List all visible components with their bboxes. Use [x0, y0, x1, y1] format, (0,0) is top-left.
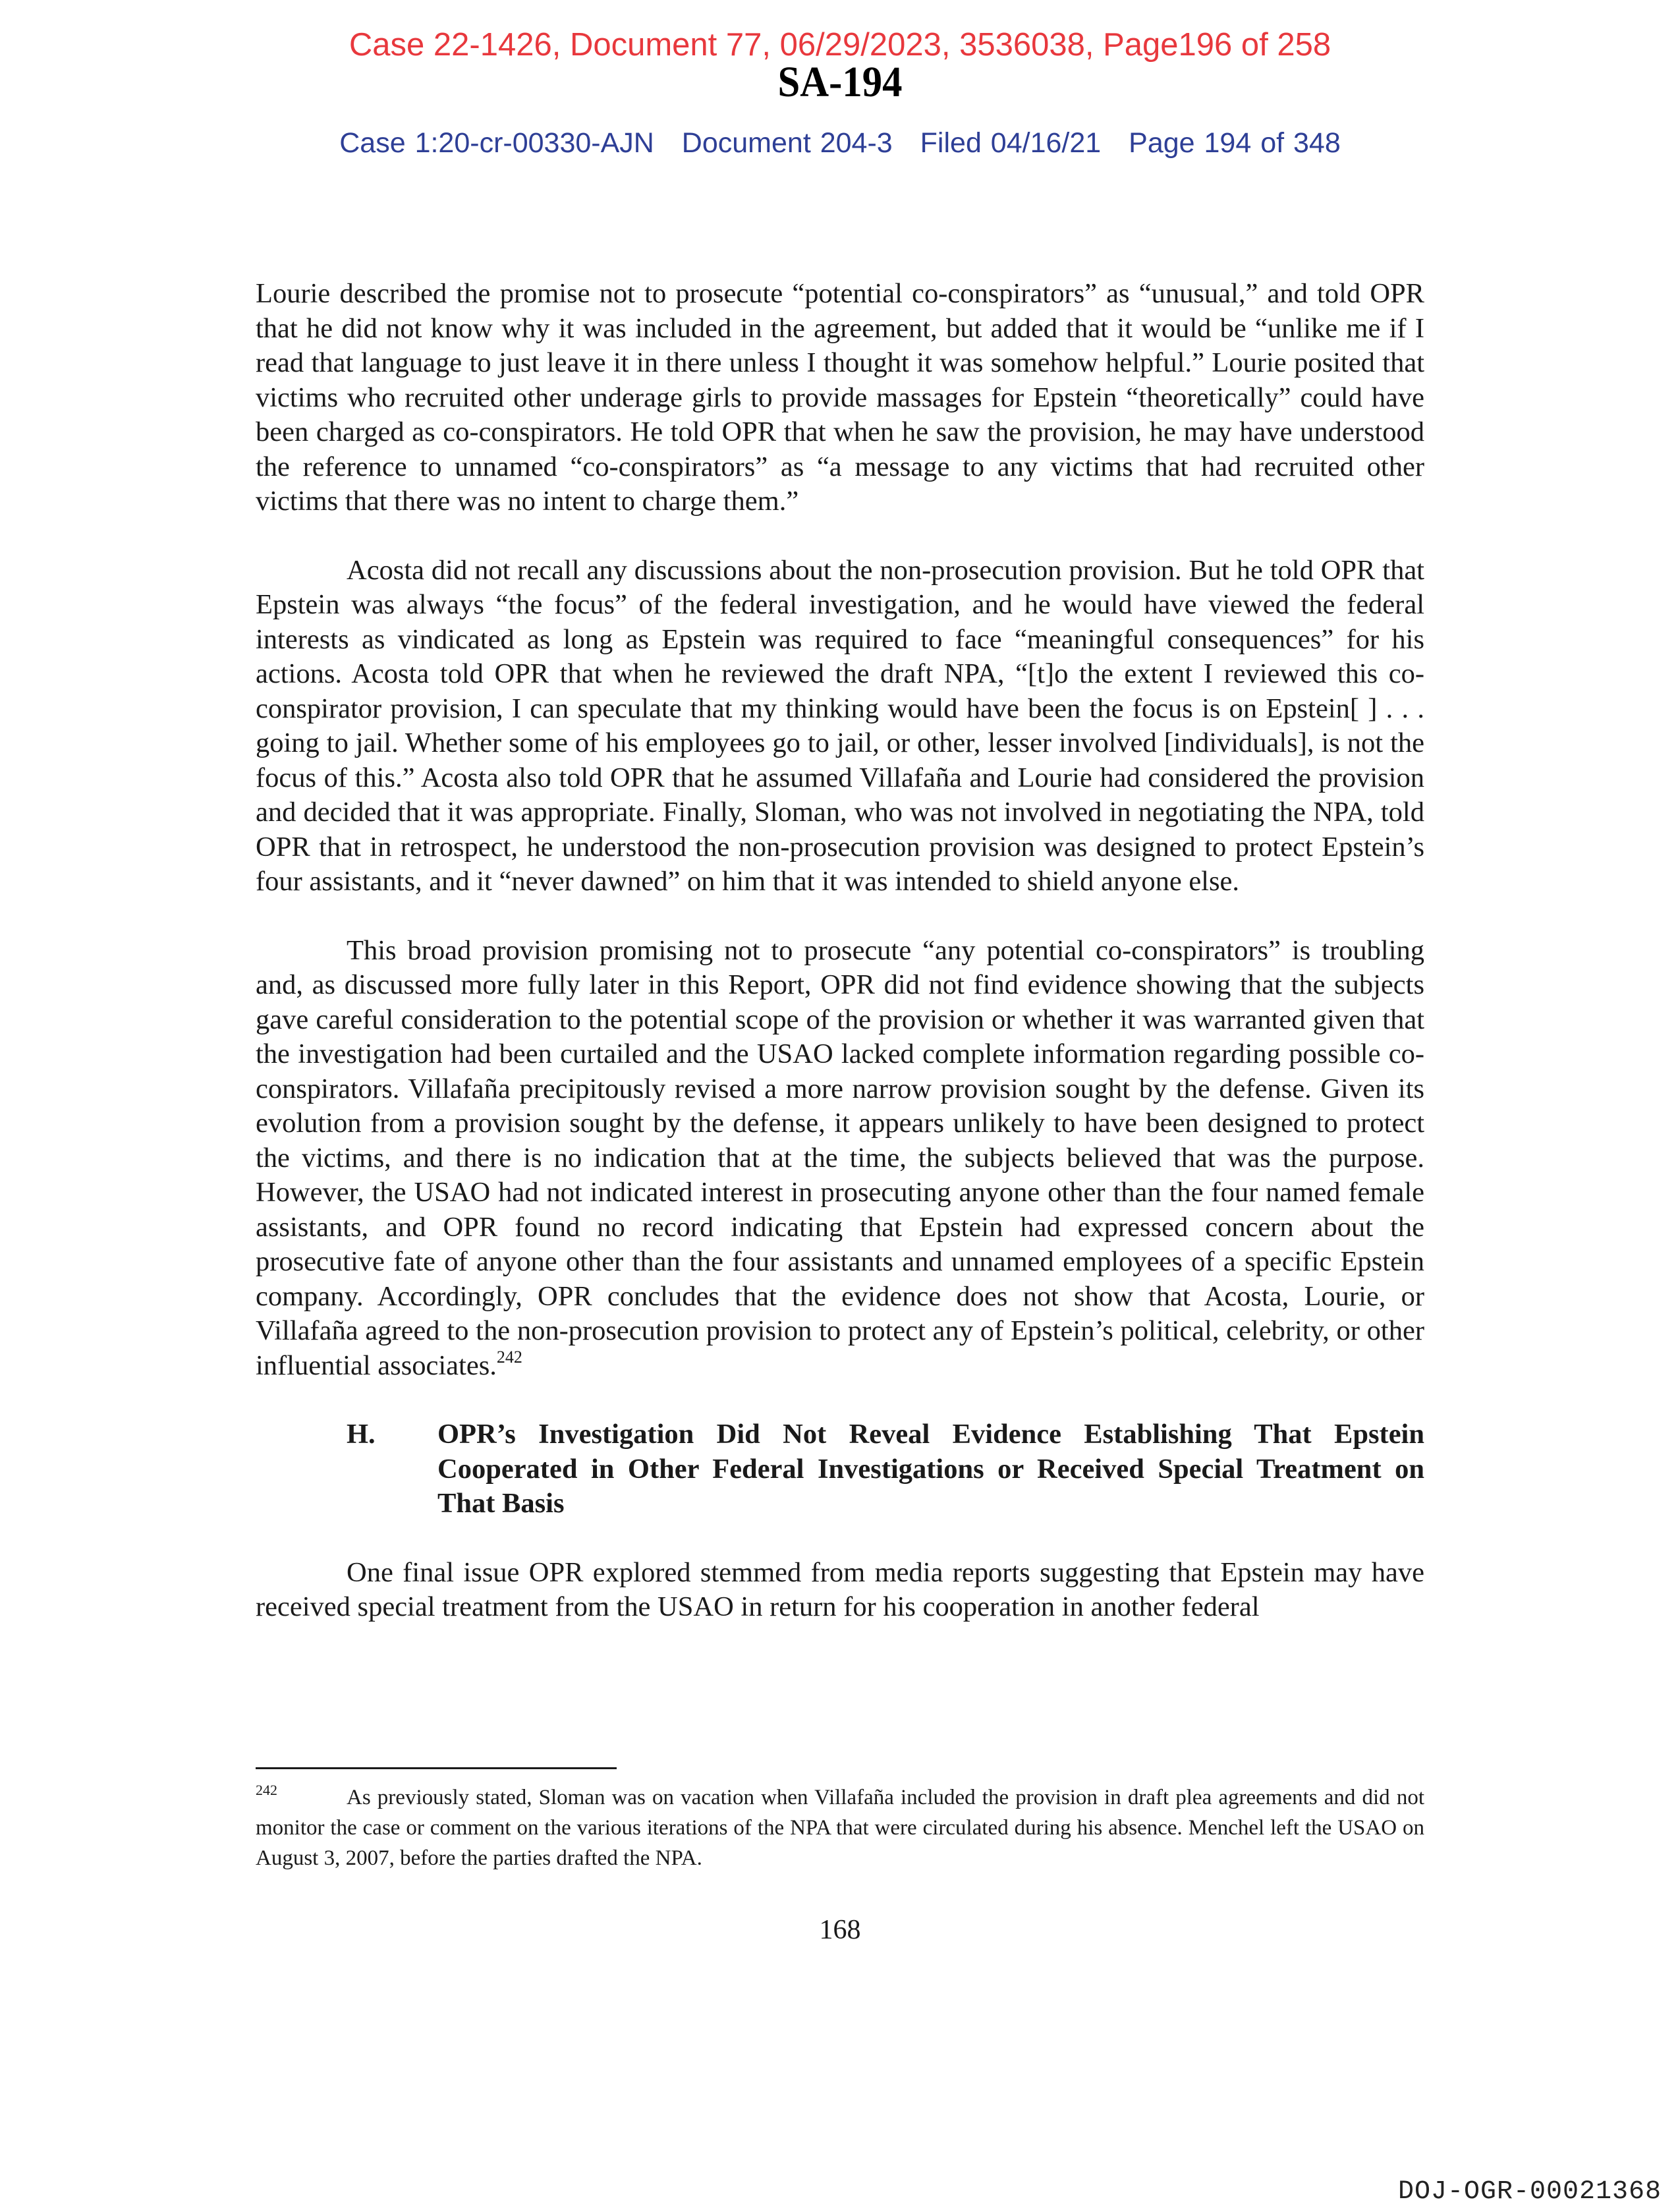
paragraph-final: One final issue OPR explored stemmed from media reports suggesting that Epstein may have received special treatment from the USAO in return for his cooperation in another federal — [256, 1556, 1424, 1622]
appendix-page-number: SA-194 — [777, 58, 903, 106]
district-case-stamp — [0, 129, 1680, 157]
document-body — [256, 277, 1424, 1659]
appellate-case-stamp: Case 22-1426, Document 77, 06/29/2023, 3536038, Page196 of 258 — [349, 27, 1331, 63]
paragraph-acosta: Acosta did not recall any discussions about the non-prosecution provision. But he told OPR that Epstein was always “the focus” of the federal investigation, and he would have viewed the federal interests as vindicated as long as Epstein was required to face “meaningful consequences” for his actions. Acosta told OPR that when he reviewed the draft NPA, “[t]o the extent I reviewed this co-conspirator provision, I can speculate that my thinking would have been the focus is on Epstein[ ] . . . going to jail. Whether some of his employees go to jail, or other, lesser involved [individuals], is not the focus of this.” Acosta also told OPR that he assumed Villafaña and Lourie had considered the provision and decided that it was appropriate. Finally, Sloman, who was not involved in negotiating the NPA, told OPR that in retrospect, he understood the non-prosecution provision was designed to protect Epstein’s four assistants, and it “never dawned” on him that it was intended to shield anyone else. — [256, 554, 1424, 897]
paragraph-conclusion-text: This broad provision promising not to prosecute “any potential co-conspirators” is troubling and, as discussed more fully later in this Report, OPR did not find evidence showing that the subjects gave careful consideration to the potential scope of the provision or whether it was warranted given that the investigation had been curtailed and the USAO lacked complete information regarding possible co-conspirators. Villafaña precipitously revised a more narrow provision sought by the defense. Given its evolution from a provision sought by the defense, it appears unlikely to have been designed to protect the victims, and there is no indication that at the time, the subjects believed that was the purpose. However, the USAO had not indicated interest in prosecuting anyone other than the four named female assistants, and OPR found no record indicating that Epstein had expressed concern about the prosecutive fate of anyone other than the four assistants and unnamed employees of a specific Epstein company. Accordingly, OPR concludes that the evidence does not show that Acosta, Lourie, or Villafaña agreed to the non-prosecution provision to protect any of Epstein’s political, celebrity, or other influential associates. — [256, 934, 1424, 1381]
footnote-divider — [256, 1767, 617, 1769]
paragraph-lourie: Lourie described the promise not to prosecute “potential co-conspirators” as “unusual,” and told OPR that he did not know why it was included in the agreement, but added that it would be “unlike me if I read that language to just leave it in there unless I thought it was somehow helpful.” Lourie posited that victims who recruited other underage girls to provide massages for Epstein “theoretically” could have been charged as co-conspirators. He told OPR that when he saw the provision, he may have understood the reference to unnamed “co-conspirators” as “a message to any victims that had recruited other victims that there was no intent to charge them.” — [256, 278, 1424, 517]
section-heading — [256, 1417, 1424, 1521]
bates-number: DOJ-OGR-00021368 — [1397, 2177, 1662, 2207]
section-title: OPR’s Investigation Did Not Reveal Evidence Establishing That Epstein Cooperated in Other Federal Investigations or Received Special Treatment on That Basis — [437, 1419, 1424, 1519]
footnote-text: As previously stated, Sloman was on vacation when Villafaña included the provision in draft plea agreements and did not monitor the case or comment on the various iterations of the NPA that were circulated during his absence. Menchel left the USAO on August 3, 2007, before the parties drafted the NPA. — [256, 1786, 1424, 1870]
footnote: 242 As previously stated, Sloman was on vacation when Villafaña included the provision in draft plea agreements and did not monitor the case or comment on the various iterations of the NPA that were circulated during his absence. Menchel left the USAO on August 3, 2007, before the parties drafted the NPA. — [256, 1782, 1424, 1870]
district-document-number: Document 204-3 — [681, 127, 893, 159]
section-letter: H. — [347, 1419, 376, 1450]
district-filed-date: Filed 04/16/21 — [920, 127, 1102, 159]
footnote-reference[interactable]: 242 — [496, 1347, 522, 1367]
district-case-number: Case 1:20-cr-00330-AJN — [339, 127, 654, 159]
district-page-count: Page 194 of 348 — [1129, 127, 1341, 159]
page-number: 168 — [819, 1915, 861, 1945]
paragraph-conclusion — [256, 934, 1424, 1384]
